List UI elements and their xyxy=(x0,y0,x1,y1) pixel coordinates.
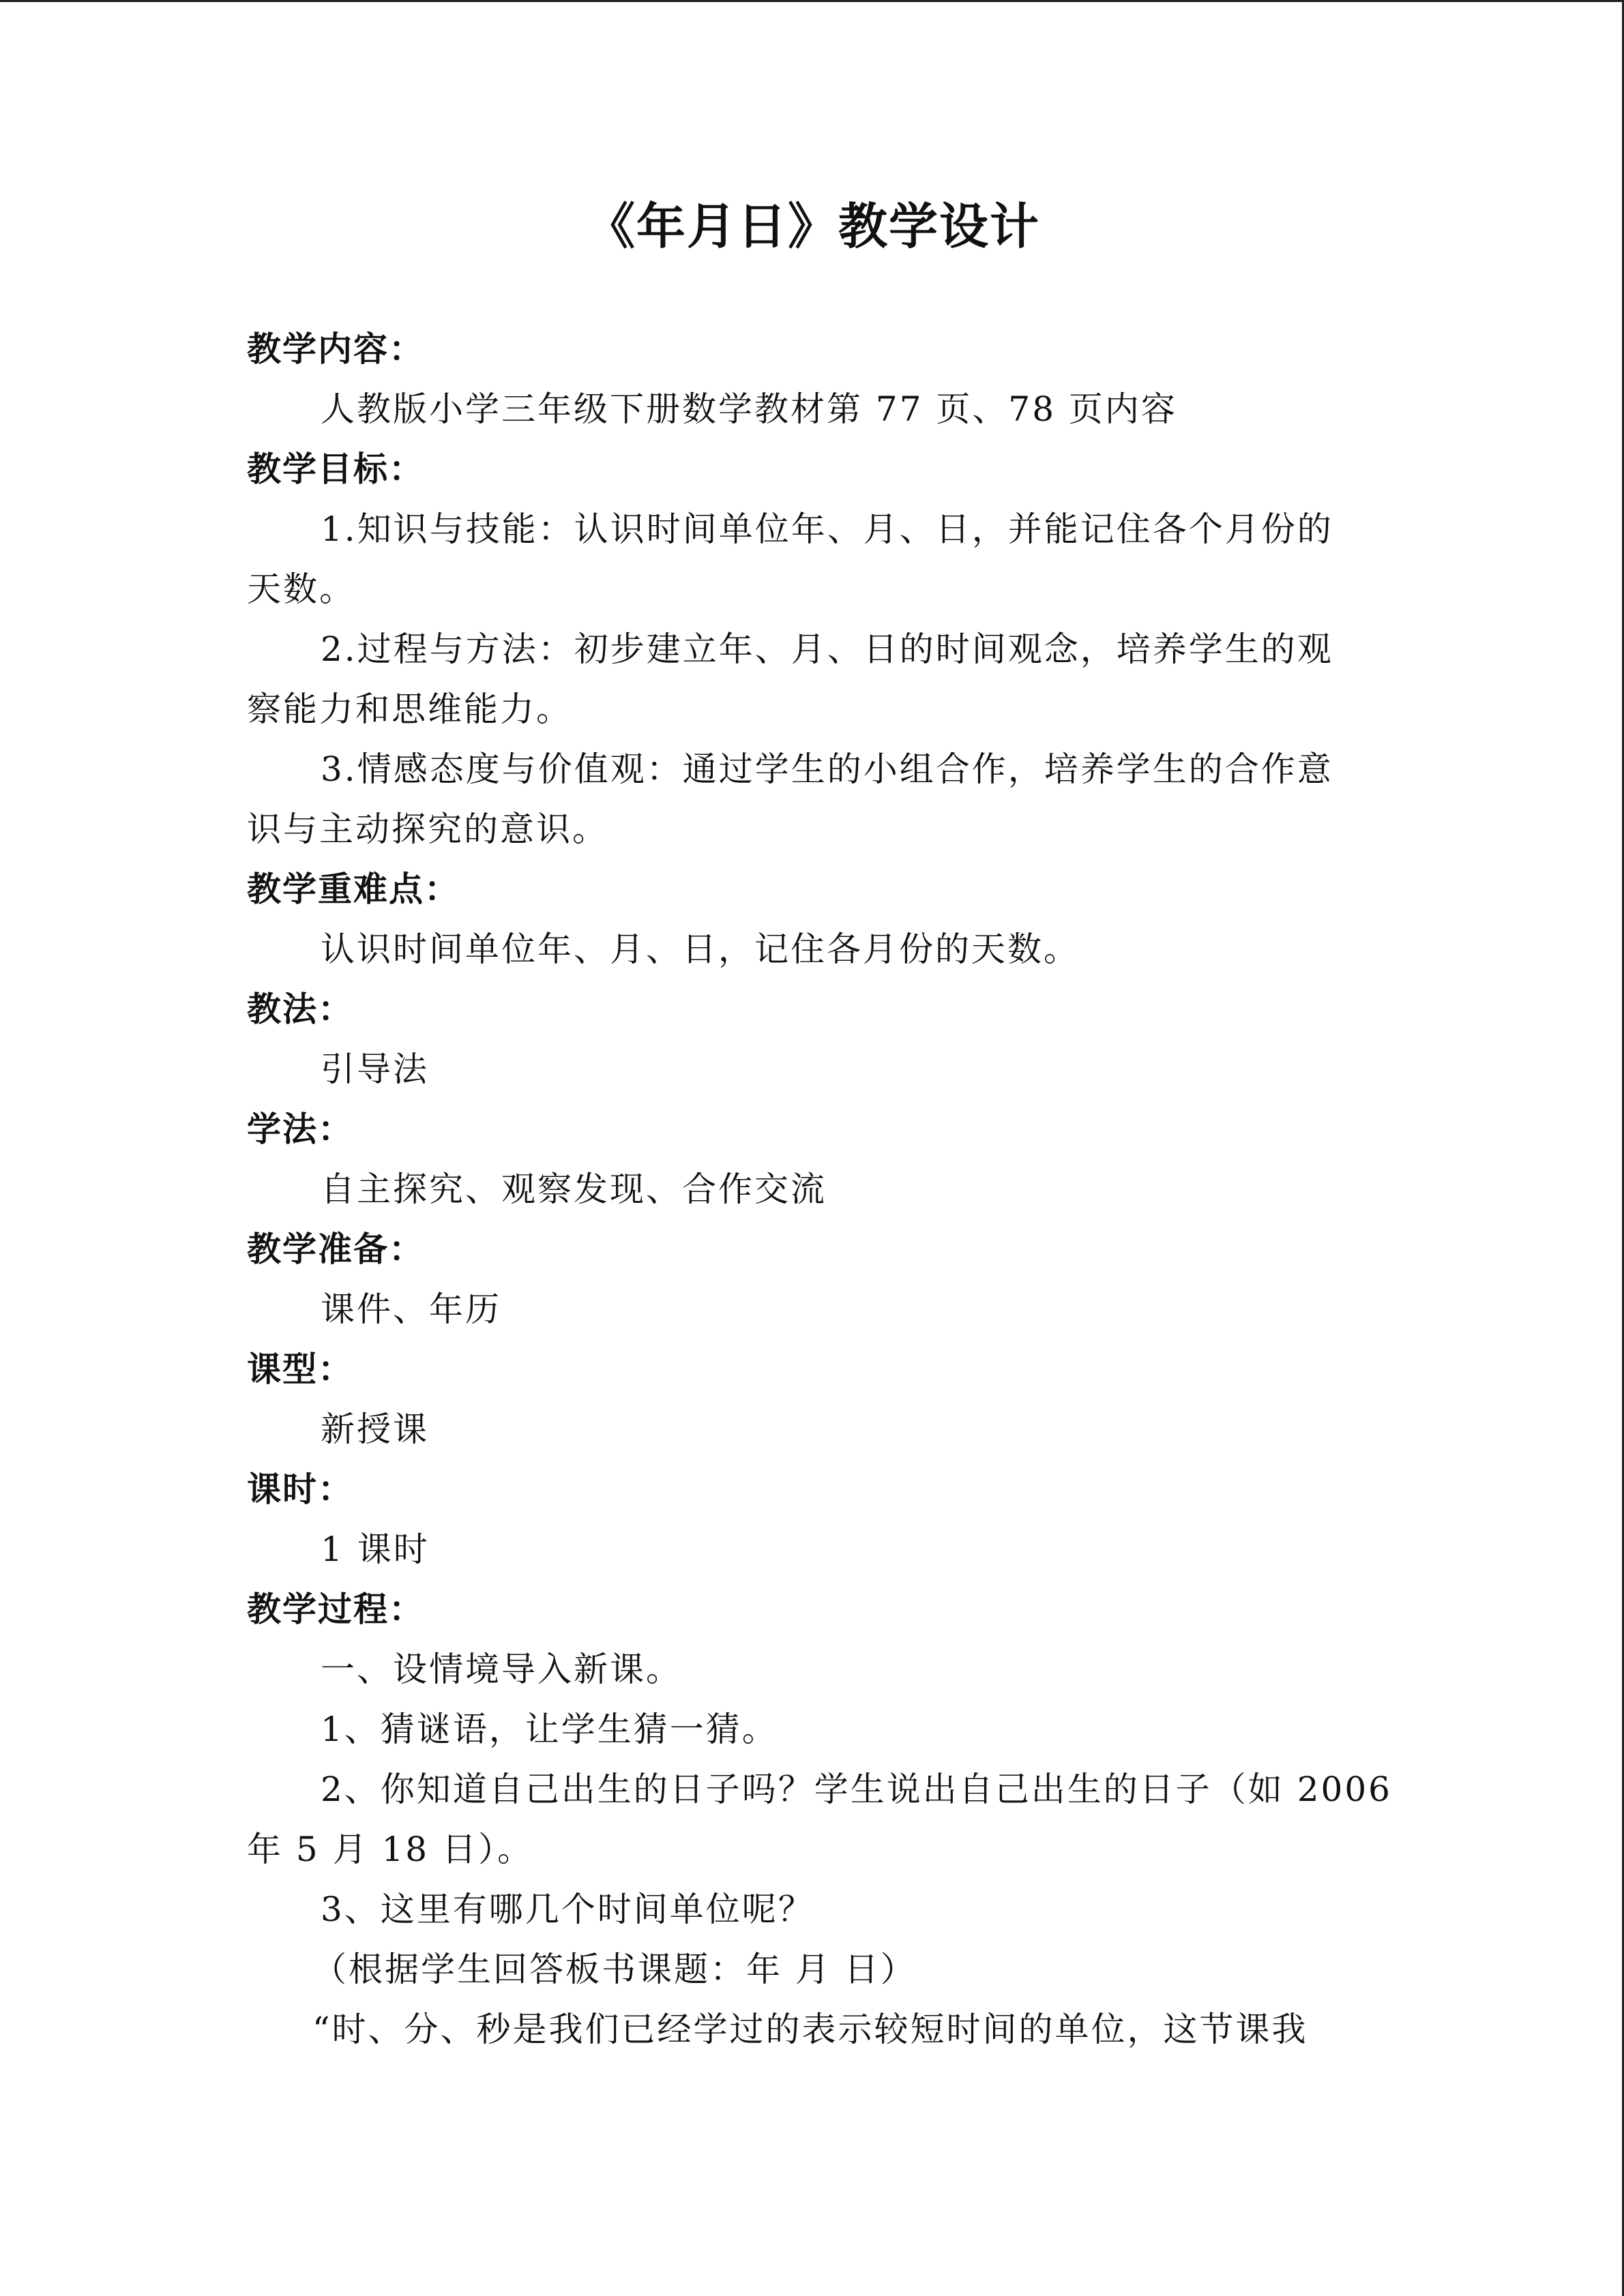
method-heading: 教法： xyxy=(247,989,353,1029)
goal-2-line-2: 察能力和思维能力。 xyxy=(247,689,572,729)
hours-text: 1 课时 xyxy=(321,1530,430,1569)
hours-heading: 课时： xyxy=(247,1469,353,1509)
study-text: 自主探究、观察发现、合作交流 xyxy=(321,1169,827,1209)
goal-3-line-1: 3.情感态度与价值观：通过学生的小组合作，培养学生的合作意 xyxy=(321,749,1333,789)
type-heading: 课型： xyxy=(247,1349,353,1389)
document-text xyxy=(247,319,1392,2059)
method-text: 引导法 xyxy=(321,1049,429,1089)
process-heading: 教学过程： xyxy=(247,1589,424,1629)
process-note: （根据学生回答板书课题：年 月 日） xyxy=(312,1950,917,1989)
process-step-1: 一、设情境导入新课。 xyxy=(321,1650,682,1689)
goals-heading: 教学目标： xyxy=(247,449,424,489)
keypoints-text: 认识时间单位年、月、日，记住各月份的天数。 xyxy=(321,929,1080,969)
type-text: 新授课 xyxy=(321,1410,429,1449)
goal-1-line-1: 1.知识与技能：认识时间单位年、月、日，并能记住各个月份的 xyxy=(321,509,1333,549)
process-item-2-line-1: 2、你知道自己出生的日子吗？学生说出自己出生的日子（如 2006 xyxy=(321,1770,1392,1809)
content-text: 人教版小学三年级下册数学教材第 77 页、78 页内容 xyxy=(321,389,1177,429)
process-item-3: 3、这里有哪几个时间单位呢？ xyxy=(321,1890,814,1929)
prep-text: 课件、年历 xyxy=(321,1289,501,1329)
goal-1-line-2: 天数。 xyxy=(247,569,355,609)
goal-3-line-2: 识与主动探究的意识。 xyxy=(247,809,608,849)
process-item-1: 1、猜谜语，让学生猜一猜。 xyxy=(321,1710,778,1749)
content-heading: 教学内容： xyxy=(247,329,424,369)
study-heading: 学法： xyxy=(247,1109,353,1149)
goal-2-line-1: 2.过程与方法：初步建立年、月、日的时间观念，培养学生的观 xyxy=(321,629,1333,669)
keypoints-heading: 教学重难点： xyxy=(247,869,460,909)
prep-heading: 教学准备： xyxy=(247,1229,424,1269)
document-title: 《年月日》教学设计 xyxy=(585,197,1040,255)
process-item-2-line-2: 年 5 月 18 日）。 xyxy=(247,1830,534,1869)
process-quote: “时、分、秒是我们已经学过的表示较短时间的单位，这节课我 xyxy=(312,2010,1308,2049)
